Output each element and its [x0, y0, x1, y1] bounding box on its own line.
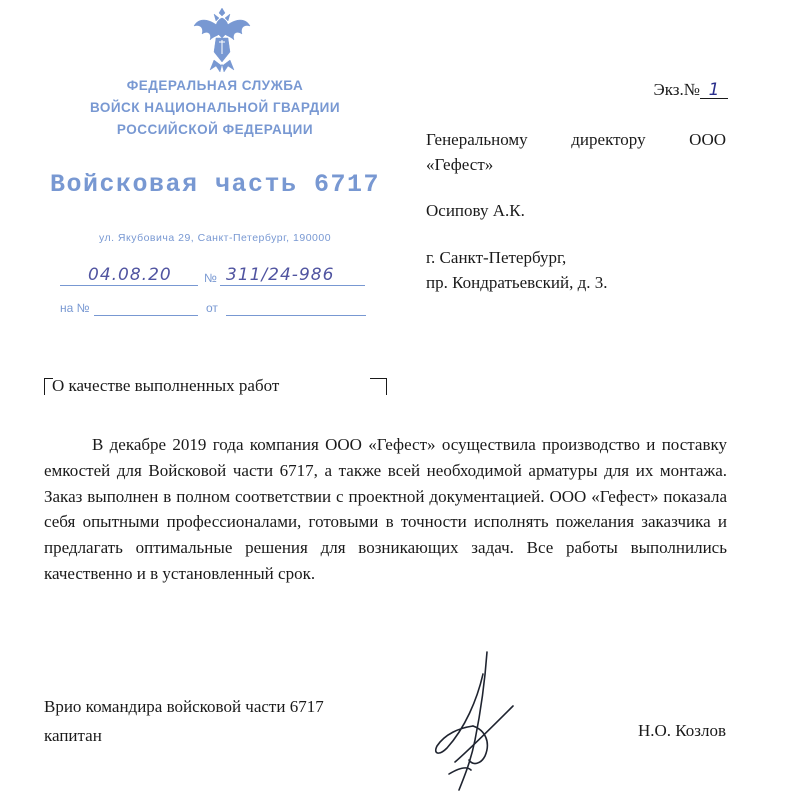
signatory-rank: капитан — [44, 726, 102, 745]
copy-number — [654, 80, 728, 100]
stamp-address: ул. Якубовича 29, Санкт-Петербург, 190000 — [98, 232, 332, 244]
stamp-agency-line3: РОССИЙСКОЙ ФЕДЕРАЦИИ — [116, 122, 314, 137]
copy-number-value: 1 — [700, 82, 728, 99]
reference-row — [60, 292, 390, 318]
stamp-unit-name: Войсковая часть 6717 — [49, 170, 381, 199]
signatory-position — [44, 692, 324, 750]
subject-bracket-right — [370, 378, 387, 395]
reference-from-label: от — [206, 301, 218, 315]
reference-number-label: на № — [60, 301, 90, 315]
handwritten-signature-icon — [425, 650, 530, 796]
stamp-agency-line1: ФЕДЕРАЛЬНАЯ СЛУЖБА — [126, 78, 304, 93]
letter-body: В декабре 2019 года компания ООО «Гефест» осуществила производство и поставку емкостей для Войсковой части 6717, а также всей необходимой арматуры для их монтажа. Заказ выполнен в полном соответствии с проектной документацией. ООО «Гефест» показала себя опытными профессионалами, готовыми в точности исполнять пожелания заказчика и предлагать оптимальные решения для возникающих задач. Все работы выполнились качественно и в установленный срок. — [44, 435, 727, 583]
signatory-name: Н.О. Козлов — [637, 721, 726, 740]
registration-row — [60, 262, 390, 288]
official-stamp — [40, 0, 390, 330]
recipient-title-line2: «Гефест» — [426, 155, 494, 174]
registration-number: 311/24-986 — [226, 265, 335, 285]
recipient-city: г. Санкт-Петербург, — [426, 248, 567, 267]
stamp-agency-line2: ВОЙСК НАЦИОНАЛЬНОЙ ГВАРДИИ — [89, 100, 341, 115]
recipient-title-line1: Генеральному директору ООО — [426, 130, 726, 149]
registration-number-label: № — [204, 271, 217, 285]
eagle-emblem-icon — [192, 4, 252, 74]
subject-text: О качестве выполненных работ — [52, 376, 280, 395]
signatory-position-line1: Врио командира войсковой части 6717 — [44, 697, 324, 716]
recipient-name: Осипову А.К. — [426, 201, 525, 220]
registration-date: 04.08.20 — [88, 265, 172, 285]
recipient-street: пр. Кондратьевский, д. 3. — [426, 273, 608, 292]
copy-number-label: Экз.№ — [653, 80, 700, 99]
